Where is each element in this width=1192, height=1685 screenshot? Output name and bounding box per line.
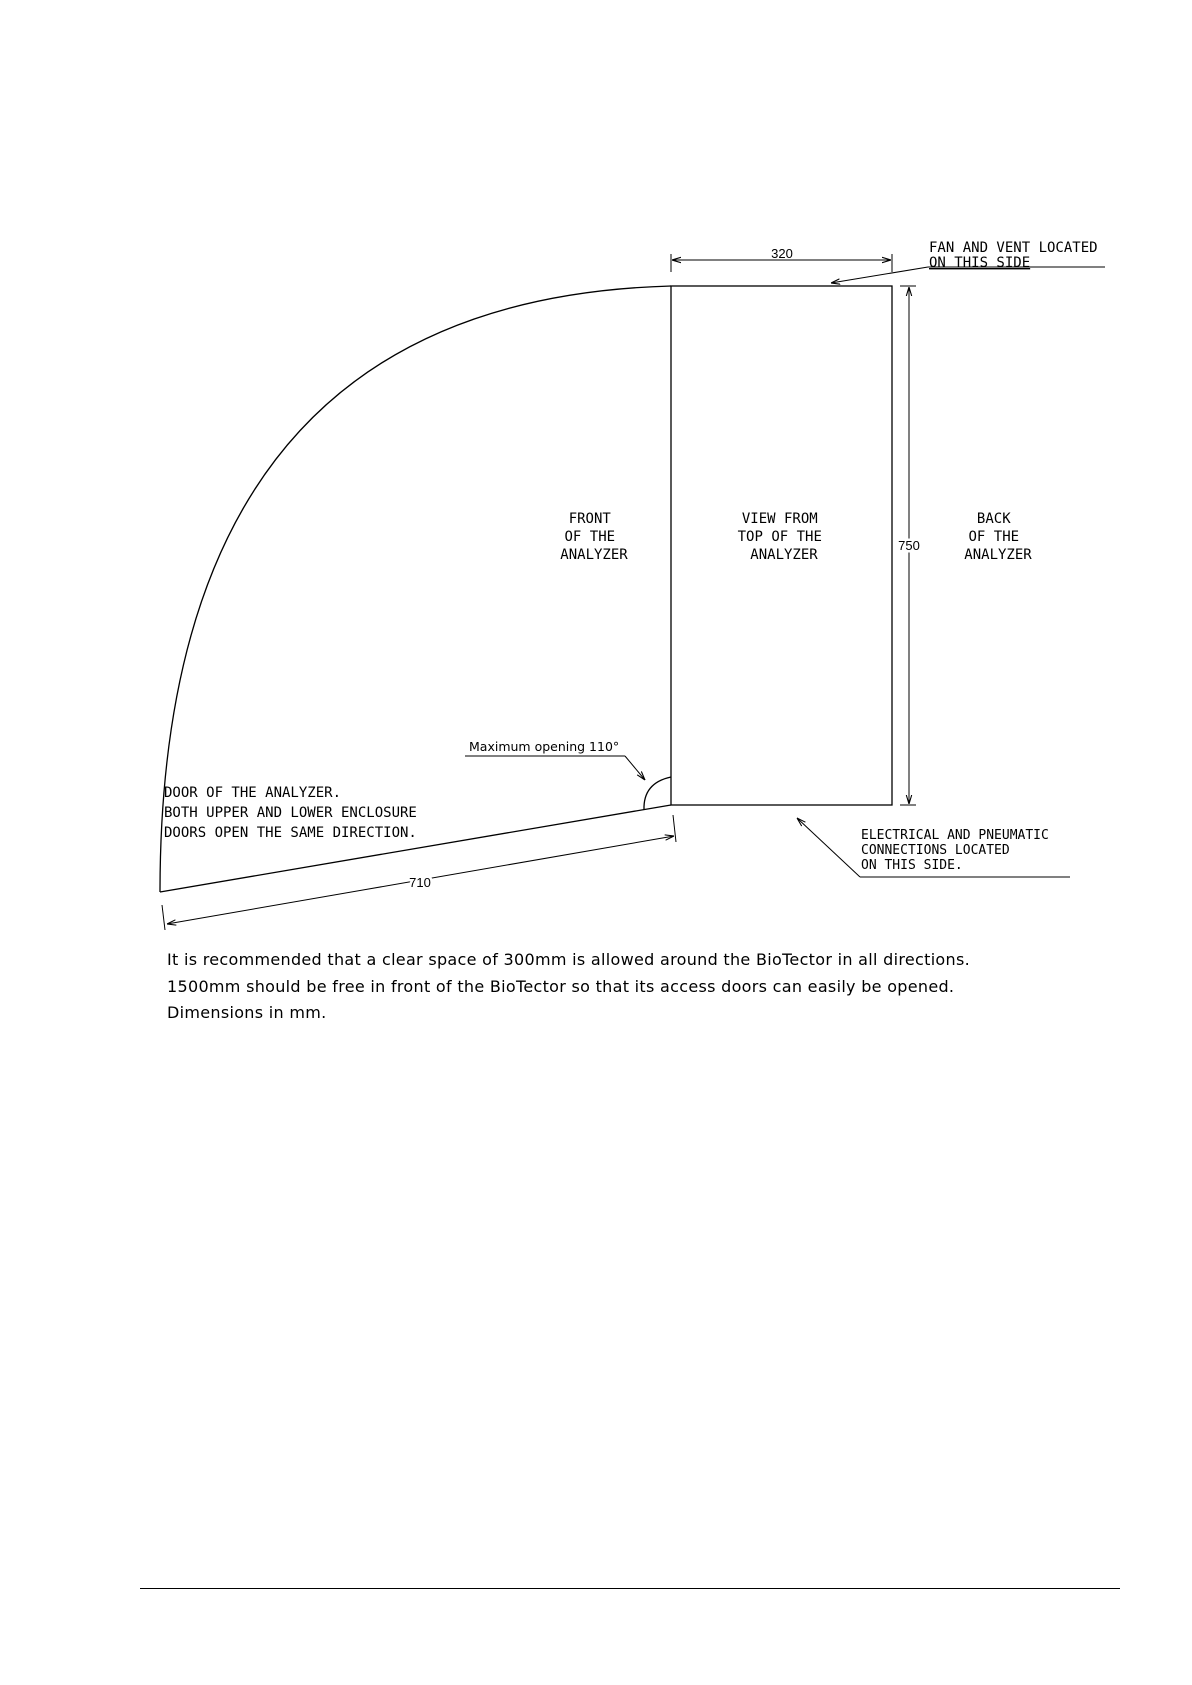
- fan-vent-label: FAN AND VENT LOCATED ON THIS SIDE: [929, 240, 1098, 271]
- door-swing-arc: [160, 286, 671, 892]
- footer-rule: [140, 1588, 1120, 1589]
- front-access-note: 1500mm should be free in front of the BioTector so that its access doors can easily be opened.: [167, 977, 955, 996]
- connections-arrow: [797, 818, 860, 877]
- clearance-note: It is recommended that a clear space of 300mm is allowed around the BioTector in all directions.: [167, 950, 970, 969]
- max-opening-label: Maximum opening 110°: [469, 739, 620, 754]
- front-label: FRONT OF THE ANALYZER: [560, 511, 628, 563]
- max-opening-arrow: [625, 756, 645, 780]
- sweep-ext-right: [673, 815, 676, 842]
- connections-label: ELECTRICAL AND PNEUMATIC CONNECTIONS LOCATED ON THIS SIDE.: [861, 828, 1049, 873]
- sweep-dimension-value: 710: [409, 875, 431, 890]
- sweep-ext-left: [162, 905, 165, 930]
- analyzer-outline: [671, 286, 892, 805]
- depth-dimension-value: 750: [898, 538, 920, 553]
- top-view-label: VIEW FROM TOP OF THE ANALYZER: [737, 511, 822, 563]
- fan-vent-arrow: [831, 267, 928, 283]
- back-label: BACK OF THE ANALYZER: [964, 511, 1032, 563]
- door-label: DOOR OF THE ANALYZER. BOTH UPPER AND LOWER ENCLOSURE DOORS OPEN THE SAME DIRECTION.: [164, 785, 417, 841]
- units-note: Dimensions in mm.: [167, 1003, 327, 1022]
- width-dimension-value: 320: [771, 246, 793, 261]
